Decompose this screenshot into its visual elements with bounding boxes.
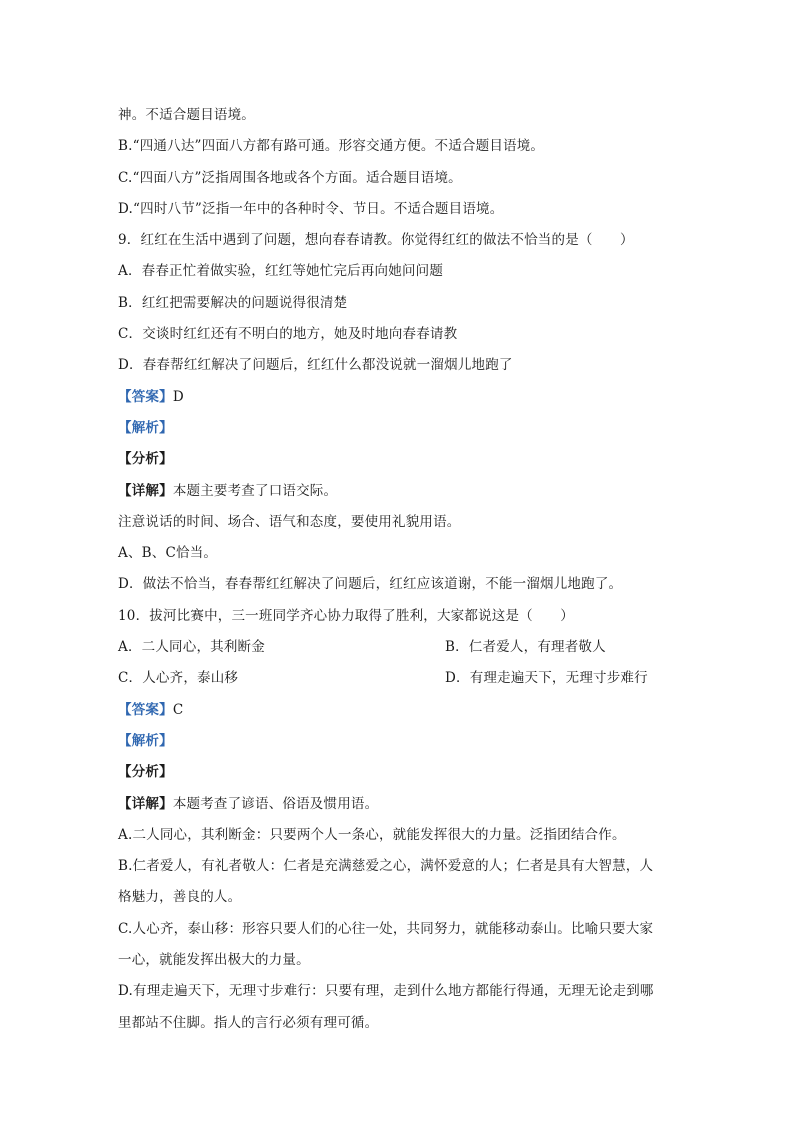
answer-value: D (172, 388, 184, 405)
answer-tag: 【答案】 (118, 701, 173, 718)
text-line: C.“四面八方”泛指周围各地或各个方面。适合题目语境。 (118, 169, 462, 186)
q10-body-line: A.二人同心，其利断金：只要两个人一条心，就能发挥很大的力量。泛指团结合作。 (118, 826, 626, 843)
q10-option-a: A．二人同心，其利断金 (118, 639, 265, 656)
q10-option-d: D．有理走遍天下，无理寸步难行 (445, 670, 648, 687)
analysis-tag: 【解析】 (118, 419, 173, 436)
q10-option-c: C．人心齐，泰山移 (118, 670, 239, 687)
q9-analysis (118, 413, 678, 444)
detail-tag: 【详解】 (118, 795, 173, 812)
detail-text: 本题考查了谚语、俗语及惯用语。 (172, 795, 379, 812)
q10-body-line: 里都站不住脚。指人的言行必须有理可循。 (118, 1014, 379, 1031)
fenxi-tag: 【分析】 (118, 764, 173, 781)
question-10-stem: 10．拔河比赛中，三一班同学齐心协力取得了胜利，大家都说这是（ ） (118, 607, 574, 624)
text-line: 神。不适合题目语境。 (118, 107, 255, 123)
q10-answer (118, 695, 678, 726)
q9-option-d: D．春春帮红红解决了问题后，红红什么都没说就一溜烟儿地跑了 (118, 357, 513, 374)
document-page (118, 100, 678, 1039)
text-line: D.“四时八节”泛指一年中的各种时令、节日。不适合题目语境。 (118, 200, 504, 217)
fenxi-tag: 【分析】 (118, 451, 173, 468)
q9-detail (118, 476, 678, 507)
q9-body-line: 注意说话的时间、场合、语气和态度，要使用礼貌用语。 (118, 513, 461, 530)
detail-text: 本题主要考查了口语交际。 (172, 482, 338, 499)
answer-tag: 【答案】 (118, 388, 173, 405)
q9-body-line: D．做法不恰当，春春帮红红解决了问题后，红红应该道谢，不能一溜烟儿地跑了。 (118, 576, 623, 593)
q9-option-b: B．红红把需要解决的问题说得很清楚 (118, 294, 348, 311)
q10-option-b: B．仁者爱人，有理者敬人 (445, 639, 606, 656)
q10-options-row-2 (118, 663, 678, 694)
q10-body-line: B.仁者爱人，有礼者敬人：仁者是充满慈爱之心，满怀爱意的人；仁者是具有大智慧，人 (118, 858, 654, 875)
q10-detail (118, 789, 678, 820)
analysis-tag: 【解析】 (118, 732, 173, 749)
question-9-stem: 9．红红在生活中遇到了问题，想向春春请教。你觉得红红的做法不恰当的是（ ） (118, 232, 634, 249)
q10-body-line: C.人心齐，泰山移：形容只要人们的心往一处，共同努力，就能移动泰山。比喻只要大家 (118, 920, 654, 937)
q10-body-line: D.有理走遍天下，无理寸步难行：只要有理，走到什么地方都能行得通，无理无论走到哪 (118, 983, 654, 1000)
q10-body-line: 一心，就能发挥出极大的力量。 (118, 952, 310, 969)
q10-analysis (118, 726, 678, 757)
answer-value: C (172, 701, 184, 718)
q9-answer (118, 382, 678, 413)
text-line: B.“四通八达”四面八方都有路可通。形容交通方便。不适合题目语境。 (118, 138, 545, 155)
detail-tag: 【详解】 (118, 482, 173, 499)
q10-body-line: 格魅力，善良的人。 (118, 889, 242, 906)
q10-options-row-1 (118, 632, 678, 663)
q9-option-c: C．交谈时红红还有不明白的地方，她及时地向春春请教 (118, 326, 458, 343)
q9-body-line: A、B、C恰当。 (118, 545, 218, 562)
q10-fenxi (118, 757, 678, 788)
q9-option-a: A．春春正忙着做实验，红红等她忙完后再向她问问题 (118, 263, 444, 280)
q9-fenxi (118, 444, 678, 475)
